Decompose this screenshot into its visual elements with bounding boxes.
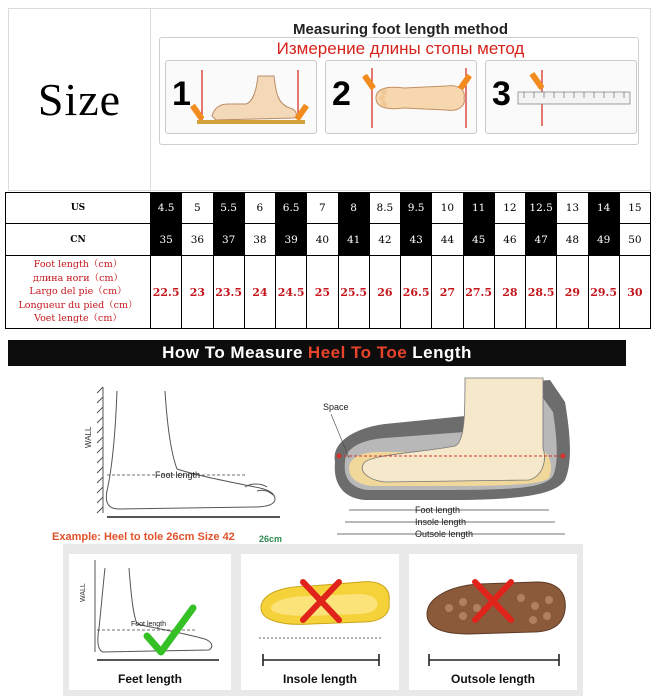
foot-length-row (6, 256, 651, 329)
cn-size-cell: 44 (432, 224, 463, 256)
foot-length-cell: 29.5 (588, 256, 619, 329)
mini-foot-length-label: Foot length (131, 621, 167, 628)
method-title-en: Measuring foot length method (293, 21, 508, 38)
cn-row-label: CN (6, 224, 151, 256)
foot-length-cell: 23 (182, 256, 213, 329)
us-size-cell: 9.5 (401, 193, 432, 224)
method-title-ru: Измерение длины стопы метод (276, 39, 525, 58)
us-size-cell: 8 (338, 193, 369, 224)
shoe-outsole-length-label: Outsole length (415, 529, 474, 539)
ruler-icon (514, 64, 634, 132)
insole-length-card (241, 554, 399, 690)
us-size-cell: 6.5 (276, 193, 307, 224)
foot-length-cell: 25.5 (338, 256, 369, 329)
foot-length-cell: 25 (307, 256, 338, 329)
cn-size-cell: 37 (213, 224, 244, 256)
foot-length-cell: 28 (494, 256, 525, 329)
feet-length-figure (69, 554, 231, 672)
us-size-cell: 5 (182, 193, 213, 224)
space-label: Space (323, 402, 349, 412)
foot-top-ruler-icon (354, 64, 474, 132)
example-note: Example: Heel to tole 26cm Size 42 (52, 531, 235, 543)
cn-size-cell: 45 (463, 224, 494, 256)
cn-size-cell: 46 (494, 224, 525, 256)
us-size-cell: 14 (588, 193, 619, 224)
us-size-cell: 10 (432, 193, 463, 224)
foot-length-label-es: Largo del pie（cm） (29, 286, 127, 298)
us-size-cell: 5.5 (213, 193, 244, 224)
cn-size-cell: 43 (401, 224, 432, 256)
cn-size-cell: 38 (244, 224, 275, 256)
size-chart-table (5, 192, 651, 329)
us-size-cell: 7 (307, 193, 338, 224)
cn-size-cell: 41 (338, 224, 369, 256)
foot-length-cell: 30 (619, 256, 650, 329)
wall-foot-diagram (85, 383, 295, 528)
us-size-cell: 8.5 (369, 193, 400, 224)
foot-length-cell: 28.5 (526, 256, 557, 329)
foot-length-label-en: Foot length（cm） (33, 259, 123, 271)
cn-size-cell: 39 (276, 224, 307, 256)
feet-length-card (69, 554, 231, 690)
banner-accent: Heel To Toe (307, 343, 408, 362)
foot-length-label-nl: Voet lengte（cm） (34, 313, 122, 325)
foot-length-cell: 27.5 (463, 256, 494, 329)
cn-size-cell: 48 (557, 224, 588, 256)
step-3-number: 3 (492, 75, 511, 113)
foot-length-label-ru: длина ноги（cm） (33, 272, 123, 284)
outsole-length-label: Outsole length (451, 672, 535, 686)
cn-size-cell: 49 (588, 224, 619, 256)
size-title: Size (37, 74, 122, 125)
feet-length-label: Feet length (117, 672, 182, 686)
foot-side-ruler-icon (194, 64, 314, 132)
cn-size-cell: 36 (182, 224, 213, 256)
us-size-row (6, 193, 651, 224)
shoe-foot-length-label: Foot length (415, 505, 461, 515)
us-size-cell: 13 (557, 193, 588, 224)
us-size-cell: 4.5 (151, 193, 182, 224)
outsole-figure (409, 554, 577, 672)
us-size-cell: 12.5 (526, 193, 557, 224)
cn-size-cell: 42 (369, 224, 400, 256)
foot-length-cell: 29 (557, 256, 588, 329)
us-size-cell: 6 (244, 193, 275, 224)
wall-label: WALL (84, 426, 93, 448)
step-3-panel (485, 60, 637, 134)
us-size-cell: 15 (619, 193, 650, 224)
foot-length-row-label (6, 256, 151, 329)
foot-length-cell: 23.5 (213, 256, 244, 329)
banner-prefix: How To Measure (162, 343, 303, 362)
foot-length-cell: 26 (369, 256, 400, 329)
step-2-number: 2 (332, 75, 351, 113)
shoe-insole-length-label: Insole length (415, 517, 467, 527)
cn-size-cell: 35 (151, 224, 182, 256)
cn-size-cell: 47 (526, 224, 557, 256)
us-size-cell: 12 (494, 193, 525, 224)
measurement-comparison (63, 544, 583, 696)
step-2-panel (325, 60, 477, 134)
cn-size-cell: 50 (619, 224, 650, 256)
foot-length-cell: 24.5 (276, 256, 307, 329)
shoe-section-diagram (315, 372, 585, 542)
example-cm: 26cm (259, 534, 283, 544)
step-1-number: 1 (172, 75, 191, 113)
cn-size-row (6, 224, 651, 256)
cn-size-cell: 40 (307, 224, 338, 256)
foot-length-cell: 26.5 (401, 256, 432, 329)
outsole-length-card (409, 554, 577, 690)
mini-wall-label: WALL (80, 583, 87, 602)
foot-length-cell: 22.5 (151, 256, 182, 329)
insole-length-label: Insole length (282, 672, 357, 686)
size-title-box (8, 8, 151, 191)
us-size-cell: 11 (463, 193, 494, 224)
measuring-method-box (151, 8, 651, 191)
step-1-panel (165, 60, 317, 134)
banner-suffix: Length (412, 343, 472, 362)
foot-length-label-fr: Longueur du pied（cm） (18, 299, 138, 311)
foot-length-annotation: Foot length (155, 470, 201, 480)
heel-to-toe-banner (8, 340, 626, 366)
us-row-label: US (6, 193, 151, 224)
foot-length-cell: 27 (432, 256, 463, 329)
foot-length-cell: 24 (244, 256, 275, 329)
insole-figure (241, 554, 399, 672)
